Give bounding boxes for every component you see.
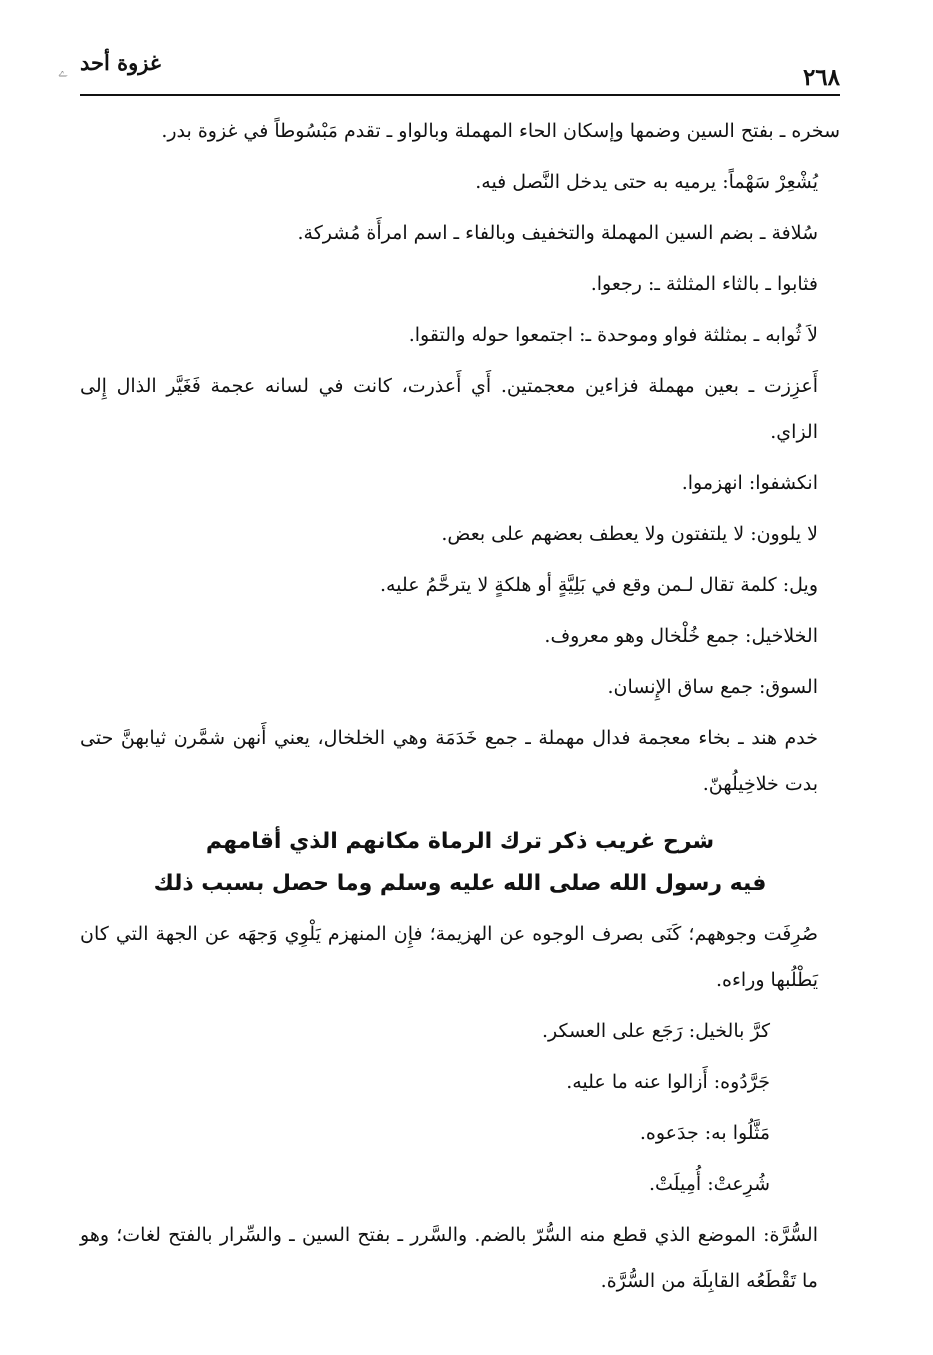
paragraph-yushir: يُشْعِرْ سَهْماً: يرميه به حتى يدخل النَّصل فيه.: [475, 171, 818, 193]
paragraph-karra: كرَّ بالخيل: رَجَع على العسكر.: [541, 1020, 770, 1042]
paragraph-khalakhil: الخلاخيل: جمع خُلْخال وهو معروف.: [544, 625, 818, 647]
page-header: [80, 50, 840, 94]
margin-mark: ﮮ: [58, 62, 68, 78]
paragraph-la-yalwun: لا يلوون: لا يلتفتون ولا يعطف بعضهم على بعض.: [441, 523, 818, 545]
paragraph-suq: السوق: جمع ساق الإِنسان.: [607, 676, 818, 698]
paragraph-shuriat: شُرِعتْ: أُمِيلَتْ.: [648, 1173, 770, 1195]
paragraph-wayl: ويل: كلمة تقال لـمن وقع في بَلِيَّةٍ أو هلكةٍ لا يترحَّمُ عليه.: [379, 574, 818, 596]
paragraph-surra: السُّرَّة: الموضع الذي قطع منه السُّرّ بالضم. والسَّرر ـ بفتح السين ـ والسِّرار بالفتح لغات؛ وهو ما تَقْطَعُه القابِلَة من السُّرَّة.: [80, 1224, 818, 1292]
paragraph-thuwabuh: لاَ ثُوابه ـ بمثلثة فواو وموحدة ـ: اجتمعوا حوله والتقوا.: [408, 324, 818, 346]
paragraph-surifat: صُرِفَت وجوههم؛ كَنَى بصرف الوجوه عن الهزيمة؛ فإِن المنهزم يَلْوِي وَجهَه عن الجهة التي كان يَطْلُبها وراءه.: [80, 923, 818, 991]
section-heading-line-1: شرح غريب ذكر ترك الرماة مكانهم الذي أقامهم: [205, 829, 715, 854]
paragraph-inkashafu: انكشفوا: انهزموا.: [681, 472, 818, 494]
body-text: [80, 108, 840, 1309]
page-number: ٢٦٨: [802, 64, 840, 91]
running-title: غزوة أحد: [80, 50, 161, 75]
section-heading-line-2: فيه رسول الله صلى الله عليه وسلم وما حصل بسبب ذلك: [153, 871, 767, 896]
paragraph-jarraduh: جَرَّدُوه: أَزالوا عنه ما عليه.: [566, 1071, 770, 1093]
header-rule: [80, 94, 840, 96]
paragraph-sulafa: سُلافة ـ بضم السين المهملة والتخفيف وبالفاء ـ اسم امرأَة مُشركة.: [297, 222, 818, 244]
paragraph-khadam: خدم هند ـ بخاء معجمة فدال مهملة ـ جمع خَدَمَة وهي الخلخال، يعني أَنهن شمَّرن ثيابهنَّ حتى بدت خلاخِيلُهنّ.: [80, 727, 818, 795]
paragraph-maththalu: مَثَّلُوا به: جدَعوه.: [639, 1122, 770, 1144]
paragraph-fathabu: فثابوا ـ بالثاء المثلثة ـ: رجعوا.: [590, 273, 818, 295]
section-heading: [80, 821, 840, 905]
paragraph-sakhra: سخره ـ بفتح السين وضمها وإسكان الحاء المهملة وبالواو ـ تقدم مَبْسُوطاً في غزوة بدر.: [161, 120, 840, 142]
paragraph-azizat: أَعزِزت ـ بعين مهملة فزاءين معجمتين. أَي أَعذرت، كانت في لسانه عجمة فَغَيَّر الذال إِلى الزاي.: [80, 375, 818, 443]
